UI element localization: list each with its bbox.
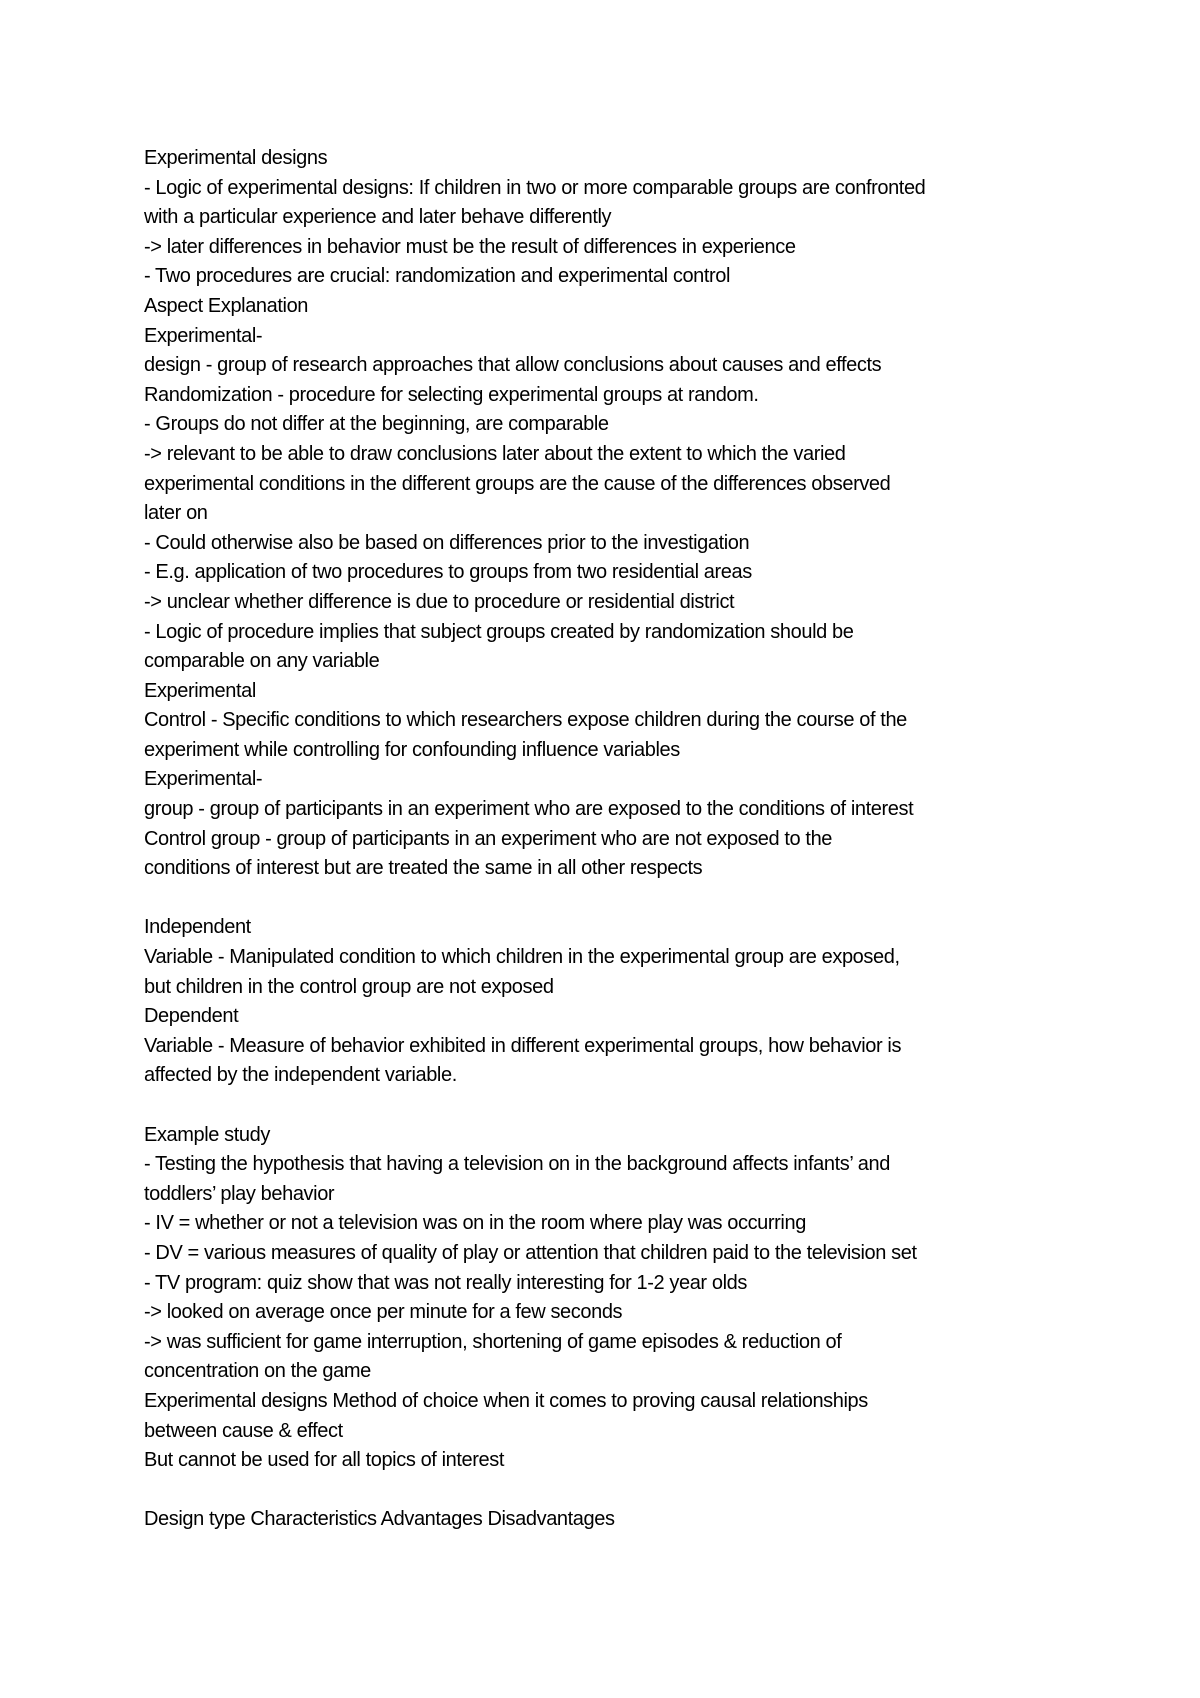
term-label: Experimental- xyxy=(144,768,263,791)
text-line: group - group of participants in an experiment who are exposed to the conditions of interest xyxy=(144,798,914,821)
text-line: - E.g. application of two procedures to groups from two residential areas xyxy=(144,561,752,584)
text-line: with a particular experience and later behave differently xyxy=(144,206,612,229)
text-line: - TV program: quiz show that was not really interesting for 1-2 year olds xyxy=(144,1271,747,1294)
text-line: Experimental designs Method of choice when it comes to proving causal relationships xyxy=(144,1389,868,1412)
text-line: Control - Specific conditions to which researchers expose children during the course of the xyxy=(144,709,907,732)
text-line: - Two procedures are crucial: randomization and experimental control xyxy=(144,265,731,288)
text-line: experimental conditions in the different groups are the cause of the differences observed xyxy=(144,472,891,495)
text-line: - Groups do not differ at the beginning, are comparable xyxy=(144,413,609,436)
text-line: - Could otherwise also be based on differences prior to the investigation xyxy=(144,531,750,554)
text-line: -> unclear whether difference is due to procedure or residential district xyxy=(144,590,735,613)
table-header-line: Aspect Explanation xyxy=(144,294,309,317)
text-line: Variable - Manipulated condition to which children in the experimental group are exposed, xyxy=(144,946,900,969)
text-line: but children in the control group are not exposed xyxy=(144,975,554,998)
term-label: Independent xyxy=(144,916,251,939)
text-line: design - group of research approaches that allow conclusions about causes and effects xyxy=(144,354,882,377)
term-label: Dependent xyxy=(144,1005,239,1028)
section-heading-experimental-designs: Experimental designs xyxy=(144,147,328,169)
text-line: Randomization - procedure for selecting experimental groups at random. xyxy=(144,383,759,406)
text-line: - Logic of procedure implies that subject groups created by randomization should be xyxy=(144,620,854,643)
text-line: concentration on the game xyxy=(144,1360,371,1383)
text-line: toddlers’ play behavior xyxy=(144,1182,335,1205)
text-line: comparable on any variable xyxy=(144,650,380,673)
blank-line xyxy=(144,1476,1084,1506)
term-label: Experimental- xyxy=(144,324,263,347)
text-line: -> was sufficient for game interruption, shortening of game episodes & reduction of xyxy=(144,1330,842,1353)
term-label: Experimental xyxy=(144,679,256,702)
text-line: - DV = various measures of quality of play or attention that children paid to the television set xyxy=(144,1241,917,1264)
table-header-line: Design type Characteristics Advantages Disadvantages xyxy=(144,1508,615,1531)
text-line: Control group - group of participants in an experiment who are not exposed to the xyxy=(144,827,833,850)
text-line: - IV = whether or not a television was on in the room where play was occurring xyxy=(144,1212,806,1235)
text-line: affected by the independent variable. xyxy=(144,1064,457,1087)
text-line: Variable - Measure of behavior exhibited in different experimental groups, how behavior is xyxy=(144,1034,902,1057)
text-line: -> later differences in behavior must be the result of differences in experience xyxy=(144,235,796,258)
text-line: conditions of interest but are treated the same in all other respects xyxy=(144,857,703,880)
text-line: -> looked on average once per minute for a few seconds xyxy=(144,1301,623,1324)
text-line: But cannot be used for all topics of interest xyxy=(144,1449,504,1472)
text-line: between cause & effect xyxy=(144,1419,343,1442)
blank-line xyxy=(144,884,1084,914)
text-line: later on xyxy=(144,502,208,525)
blank-line xyxy=(144,1091,1084,1121)
document-body xyxy=(144,144,1084,1535)
section-heading-example-study: Example study xyxy=(144,1123,270,1146)
text-line: experiment while controlling for confounding influence variables xyxy=(144,738,680,761)
text-line: - Testing the hypothesis that having a television on in the background affects infants’ and xyxy=(144,1153,890,1176)
text-line: - Logic of experimental designs: If children in two or more comparable groups are confronted xyxy=(144,176,926,199)
text-line: -> relevant to be able to draw conclusions later about the extent to which the varied xyxy=(144,442,846,465)
